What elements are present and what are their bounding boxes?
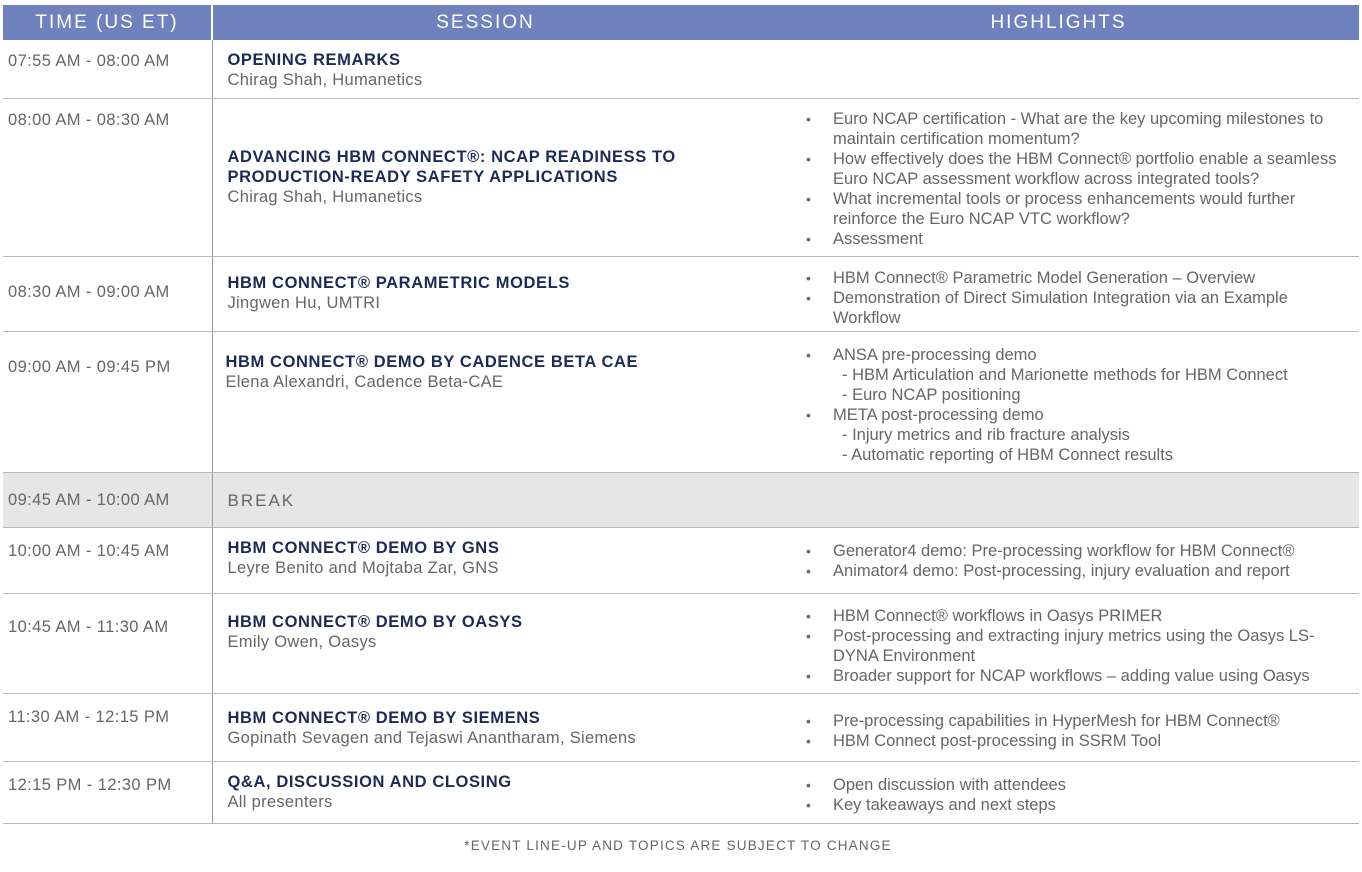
table-row — [3, 40, 1359, 98]
session-speaker: Leyre Benito and Mojtaba Zar, GNS — [227, 558, 499, 577]
header-time: TIME (US ET) — [3, 5, 212, 40]
highlight-item: • Demonstration of Direct Simulation Integration via an Example Workflow — [806, 288, 1359, 328]
highlight-subitem: - Injury metrics and rib fracture analysis — [842, 425, 1130, 444]
highlight-item: • META post-processing demo — [806, 405, 1359, 425]
highlight-item: • Animator4 demo: Post-processing, injury evaluation and report — [806, 561, 1359, 581]
row-session — [212, 593, 758, 693]
table-row — [3, 761, 1359, 823]
highlight-list — [806, 345, 1359, 465]
session-speaker: Chirag Shah, Humanetics — [227, 71, 423, 89]
highlight-list — [806, 109, 1359, 249]
row-time: 09:45 AM - 10:00 AM — [3, 472, 212, 527]
session-title: HBM CONNECT® DEMO BY CADENCE BETA CAE — [225, 352, 639, 371]
row-time: 09:00 AM - 09:45 PM — [3, 331, 212, 472]
table-row — [3, 527, 1359, 593]
row-highlights — [758, 527, 1359, 593]
highlight-subitem: - Euro NCAP positioning — [842, 385, 1021, 404]
highlight-list — [806, 711, 1359, 751]
table-row — [3, 593, 1359, 693]
highlight-item: • Generator4 demo: Pre-processing workflow for HBM Connect® — [806, 541, 1359, 561]
highlight-item: • ANSA pre-processing demo — [806, 345, 1359, 365]
table-row — [3, 98, 1359, 256]
row-time: 08:00 AM - 08:30 AM — [3, 98, 212, 256]
row-highlights — [758, 40, 1359, 98]
highlight-item: • Post-processing and extracting injury metrics using the Oasys LS-DYNA Environment — [806, 626, 1359, 666]
row-highlights — [758, 98, 1359, 256]
highlight-subitem: - HBM Articulation and Marionette methods for HBM Connect — [842, 365, 1288, 384]
highlight-item: • How effectively does the HBM Connect® portfolio enable a seamless Euro NCAP assessment workflow across integrated tools? — [806, 149, 1359, 189]
row-highlights — [758, 593, 1359, 693]
session-speaker: Jingwen Hu, UMTRI — [227, 293, 381, 312]
agenda-table — [3, 5, 1359, 824]
session-title: OPENING REMARKS — [227, 51, 401, 69]
highlight-subitem: - Automatic reporting of HBM Connect results — [842, 445, 1174, 464]
row-highlights — [758, 256, 1359, 331]
table-row-break — [3, 472, 1359, 527]
highlight-item: • HBM Connect post-processing in SSRM Tool — [806, 731, 1359, 751]
header-session: SESSION — [212, 5, 758, 40]
highlight-list — [806, 775, 1359, 815]
row-time: 08:30 AM - 09:00 AM — [3, 256, 212, 331]
session-title: HBM CONNECT® DEMO BY OASYS — [227, 612, 523, 631]
session-title: HBM CONNECT® PARAMETRIC MODELS — [227, 273, 570, 292]
header-row — [3, 5, 1359, 40]
highlight-list — [806, 268, 1359, 328]
highlight-list — [806, 541, 1359, 581]
row-session — [212, 527, 758, 593]
highlight-item: • Open discussion with attendees — [806, 775, 1359, 795]
session-title: HBM CONNECT® DEMO BY GNS — [227, 538, 500, 557]
highlight-list — [806, 606, 1359, 686]
session-title-line: PRODUCTION-READY SAFETY APPLICATIONS — [227, 167, 618, 186]
table-row — [3, 256, 1359, 331]
agenda-table-container — [3, 5, 1359, 824]
row-time: 10:45 AM - 11:30 AM — [3, 593, 212, 693]
session-title-line: ADVANCING HBM CONNECT®: NCAP READINESS TO — [227, 147, 676, 166]
session-speaker: Elena Alexandri, Cadence Beta-CAE — [225, 372, 504, 391]
session-title: HBM CONNECT® DEMO BY SIEMENS — [227, 708, 541, 727]
row-session — [212, 98, 758, 256]
highlight-item: • Broader support for NCAP workflows – adding value using Oasys — [806, 666, 1359, 686]
table-row — [3, 331, 1359, 472]
row-time: 10:00 AM - 10:45 AM — [3, 527, 212, 593]
session-title: Q&A, DISCUSSION AND CLOSING — [227, 772, 512, 791]
session-speaker: All presenters — [227, 792, 333, 811]
header-highlights: HIGHLIGHTS — [758, 5, 1359, 40]
row-session — [212, 761, 758, 823]
row-time: 11:30 AM - 12:15 PM — [3, 693, 212, 761]
row-highlights — [758, 693, 1359, 761]
highlight-item: • Key takeaways and next steps — [806, 795, 1359, 815]
row-session — [212, 256, 758, 331]
table-row — [3, 693, 1359, 761]
highlight-item: • Euro NCAP certification - What are the key upcoming milestones to maintain certification momentum? — [806, 109, 1359, 149]
row-highlights — [758, 331, 1359, 472]
row-session — [212, 331, 758, 472]
break-label: BREAK — [212, 472, 1359, 527]
session-speaker: Gopinath Sevagen and Tejaswi Anantharam, Siemens — [227, 728, 637, 747]
highlight-item: • Pre-processing capabilities in HyperMesh for HBM Connect® — [806, 711, 1359, 731]
row-session — [212, 40, 758, 98]
row-session — [212, 693, 758, 761]
highlight-item: • What incremental tools or process enhancements would further reinforce the Euro NCAP VTC workflow? — [806, 189, 1359, 229]
session-speaker: Chirag Shah, Humanetics — [227, 187, 423, 206]
row-time: 07:55 AM - 08:00 AM — [3, 40, 212, 98]
row-time: 12:15 PM - 12:30 PM — [3, 761, 212, 823]
row-highlights — [758, 761, 1359, 823]
highlight-item: • Assessment — [806, 229, 1359, 249]
highlight-item: • HBM Connect® Parametric Model Generation – Overview — [806, 268, 1359, 288]
session-speaker: Emily Owen, Oasys — [227, 632, 377, 651]
highlight-item: • HBM Connect® workflows in Oasys PRIMER — [806, 606, 1359, 626]
footer-note: *EVENT LINE-UP AND TOPICS ARE SUBJECT TO CHANGE — [464, 838, 892, 853]
